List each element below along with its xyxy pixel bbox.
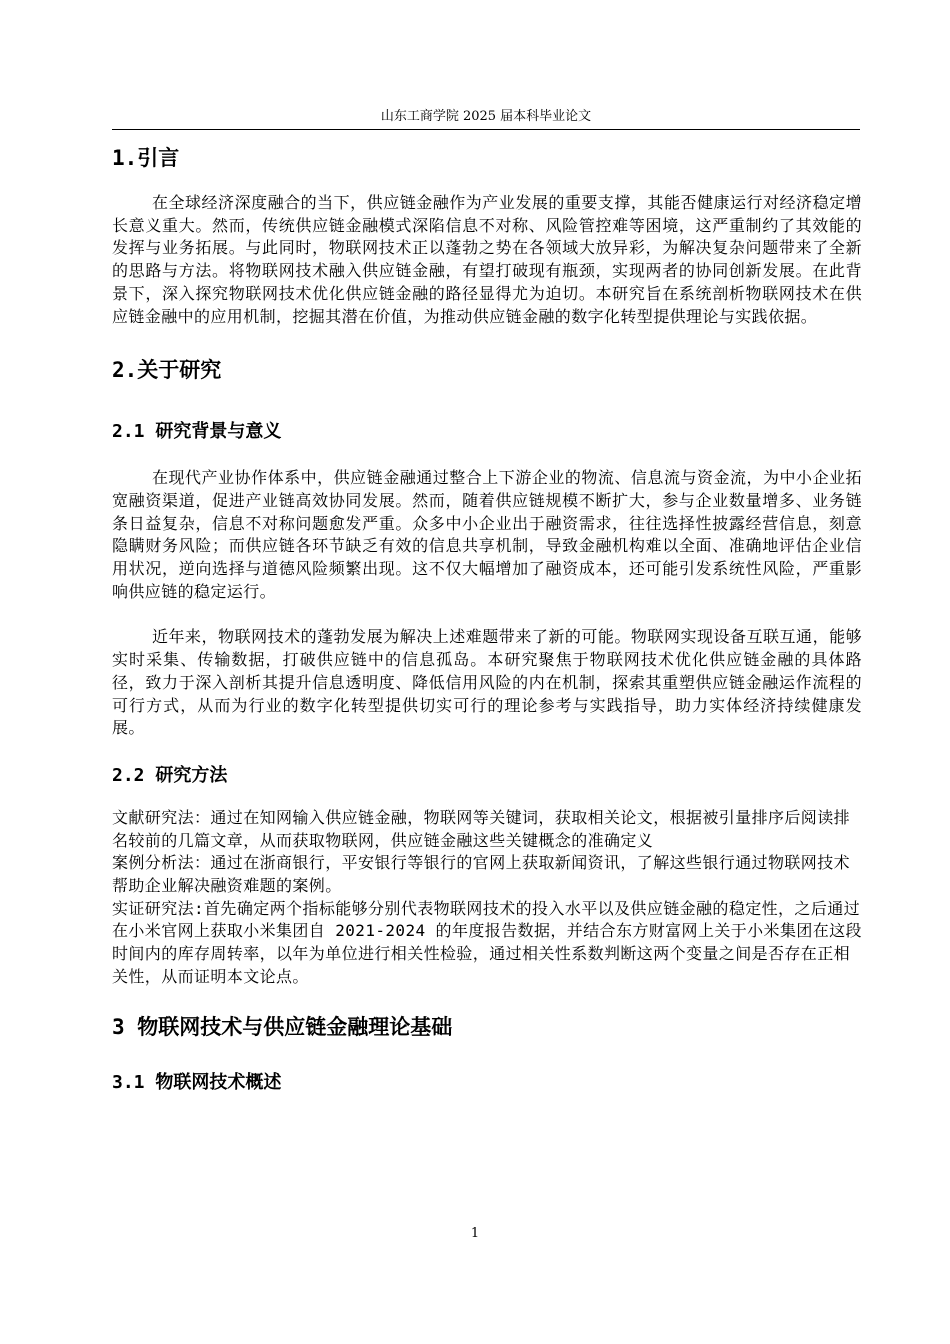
document-body <box>112 142 862 1097</box>
page-header: 山东工商学院 2025 届本科毕业论文 <box>380 109 592 124</box>
heading-research-background: 2.1 研究背景与意义 <box>112 421 282 443</box>
heading-introduction: 1.引言 <box>112 146 180 170</box>
method-empirical: 实证研究法:首先确定两个指标能够分别代表物联网技术的投入水平以及供应链金融的稳定性，之后通过在小米官网上获取小米集团自 2021-2024 的年度报告数据，并结合东方财富网上关于小米集团在这段时间内的库存周转率，以年为单位进行相关性检验，通过相关性系数判断这两个变量之间是否存在正相关性，从而证明本文论点。 <box>112 898 862 986</box>
heading-iot-overview: 3.1 物联网技术概述 <box>112 1071 282 1093</box>
paragraph-background-2: 近年来，物联网技术的蓬勃发展为解决上述难题带来了新的可能。物联网实现设备互联互通，能够实时采集、传输数据，打破供应链中的信息孤岛。本研究聚焦于物联网技术优化供应链金融的具体路径，致力于深入剖析其提升信息透明度、降低信用风险的内在机制，探索其重塑供应链金融运作流程的可行方式，从而为行业的数字化转型提供切实可行的理论参考与实践指导，助力实体经济持续健康发展。 <box>112 627 862 738</box>
heading-research-methods: 2.2 研究方法 <box>112 764 228 786</box>
method-case-analysis: 案例分析法：通过在浙商银行，平安银行等银行的官网上获取新闻资讯，了解这些银行通过物联网技术帮助企业解决融资难题的案例。 <box>112 853 851 896</box>
heading-about-research: 2.关于研究 <box>112 358 222 383</box>
paragraph-introduction: 在全球经济深度融合的当下，供应链金融作为产业发展的重要支撑，其能否健康运行对经济稳定增长意义重大。然而，传统供应链金融模式深陷信息不对称、风险管控难等困境，这严重制约了其效能的发挥与业务拓展。与此同时，物联网技术正以蓬勃之势在各领域大放异彩，为解决复杂问题带来了全新的思路与方法。将物联网技术融入供应链金融，有望打破现有瓶颈，实现两者的协同创新发展。在此背景下，深入探究物联网技术优化供应链金融的路径显得尤为迫切。本研究旨在系统剖析物联网技术在供应链金融中的应用机制，挖掘其潜在价值，为推动供应链金融的数字化转型提供理论与实践依据。 <box>112 193 862 326</box>
paragraph-background-1: 在现代产业协作体系中，供应链金融通过整合上下游企业的物流、信息流与资金流，为中小企业拓宽融资渠道，促进产业链高效协同发展。然而，随着供应链规模不断扩大，参与企业数量增多、业务链条日益复杂，信息不对称问题愈发严重。众多中小企业出于融资需求，往往选择性披露经营信息，刻意隐瞒财务风险；而供应链各环节缺乏有效的信息共享机制，导致金融机构难以全面、准确地评估企业信用状况，逆向选择与道德风险频繁出现。这不仅大幅增加了融资成本，还可能引发系统性风险，严重影响供应链的稳定运行。 <box>112 468 862 601</box>
heading-theory-foundation: 3 物联网技术与供应链金融理论基础 <box>112 1014 453 1039</box>
header-rule <box>112 129 860 130</box>
method-literature: 文献研究法：通过在知网输入供应链金融，物联网等关键词，获取相关论文，根据被引量排序后阅读排名较前的几篇文章，从而获取物联网，供应链金融这些关键概念的准确定义 <box>112 807 851 850</box>
page-number: 1 <box>470 1226 480 1241</box>
